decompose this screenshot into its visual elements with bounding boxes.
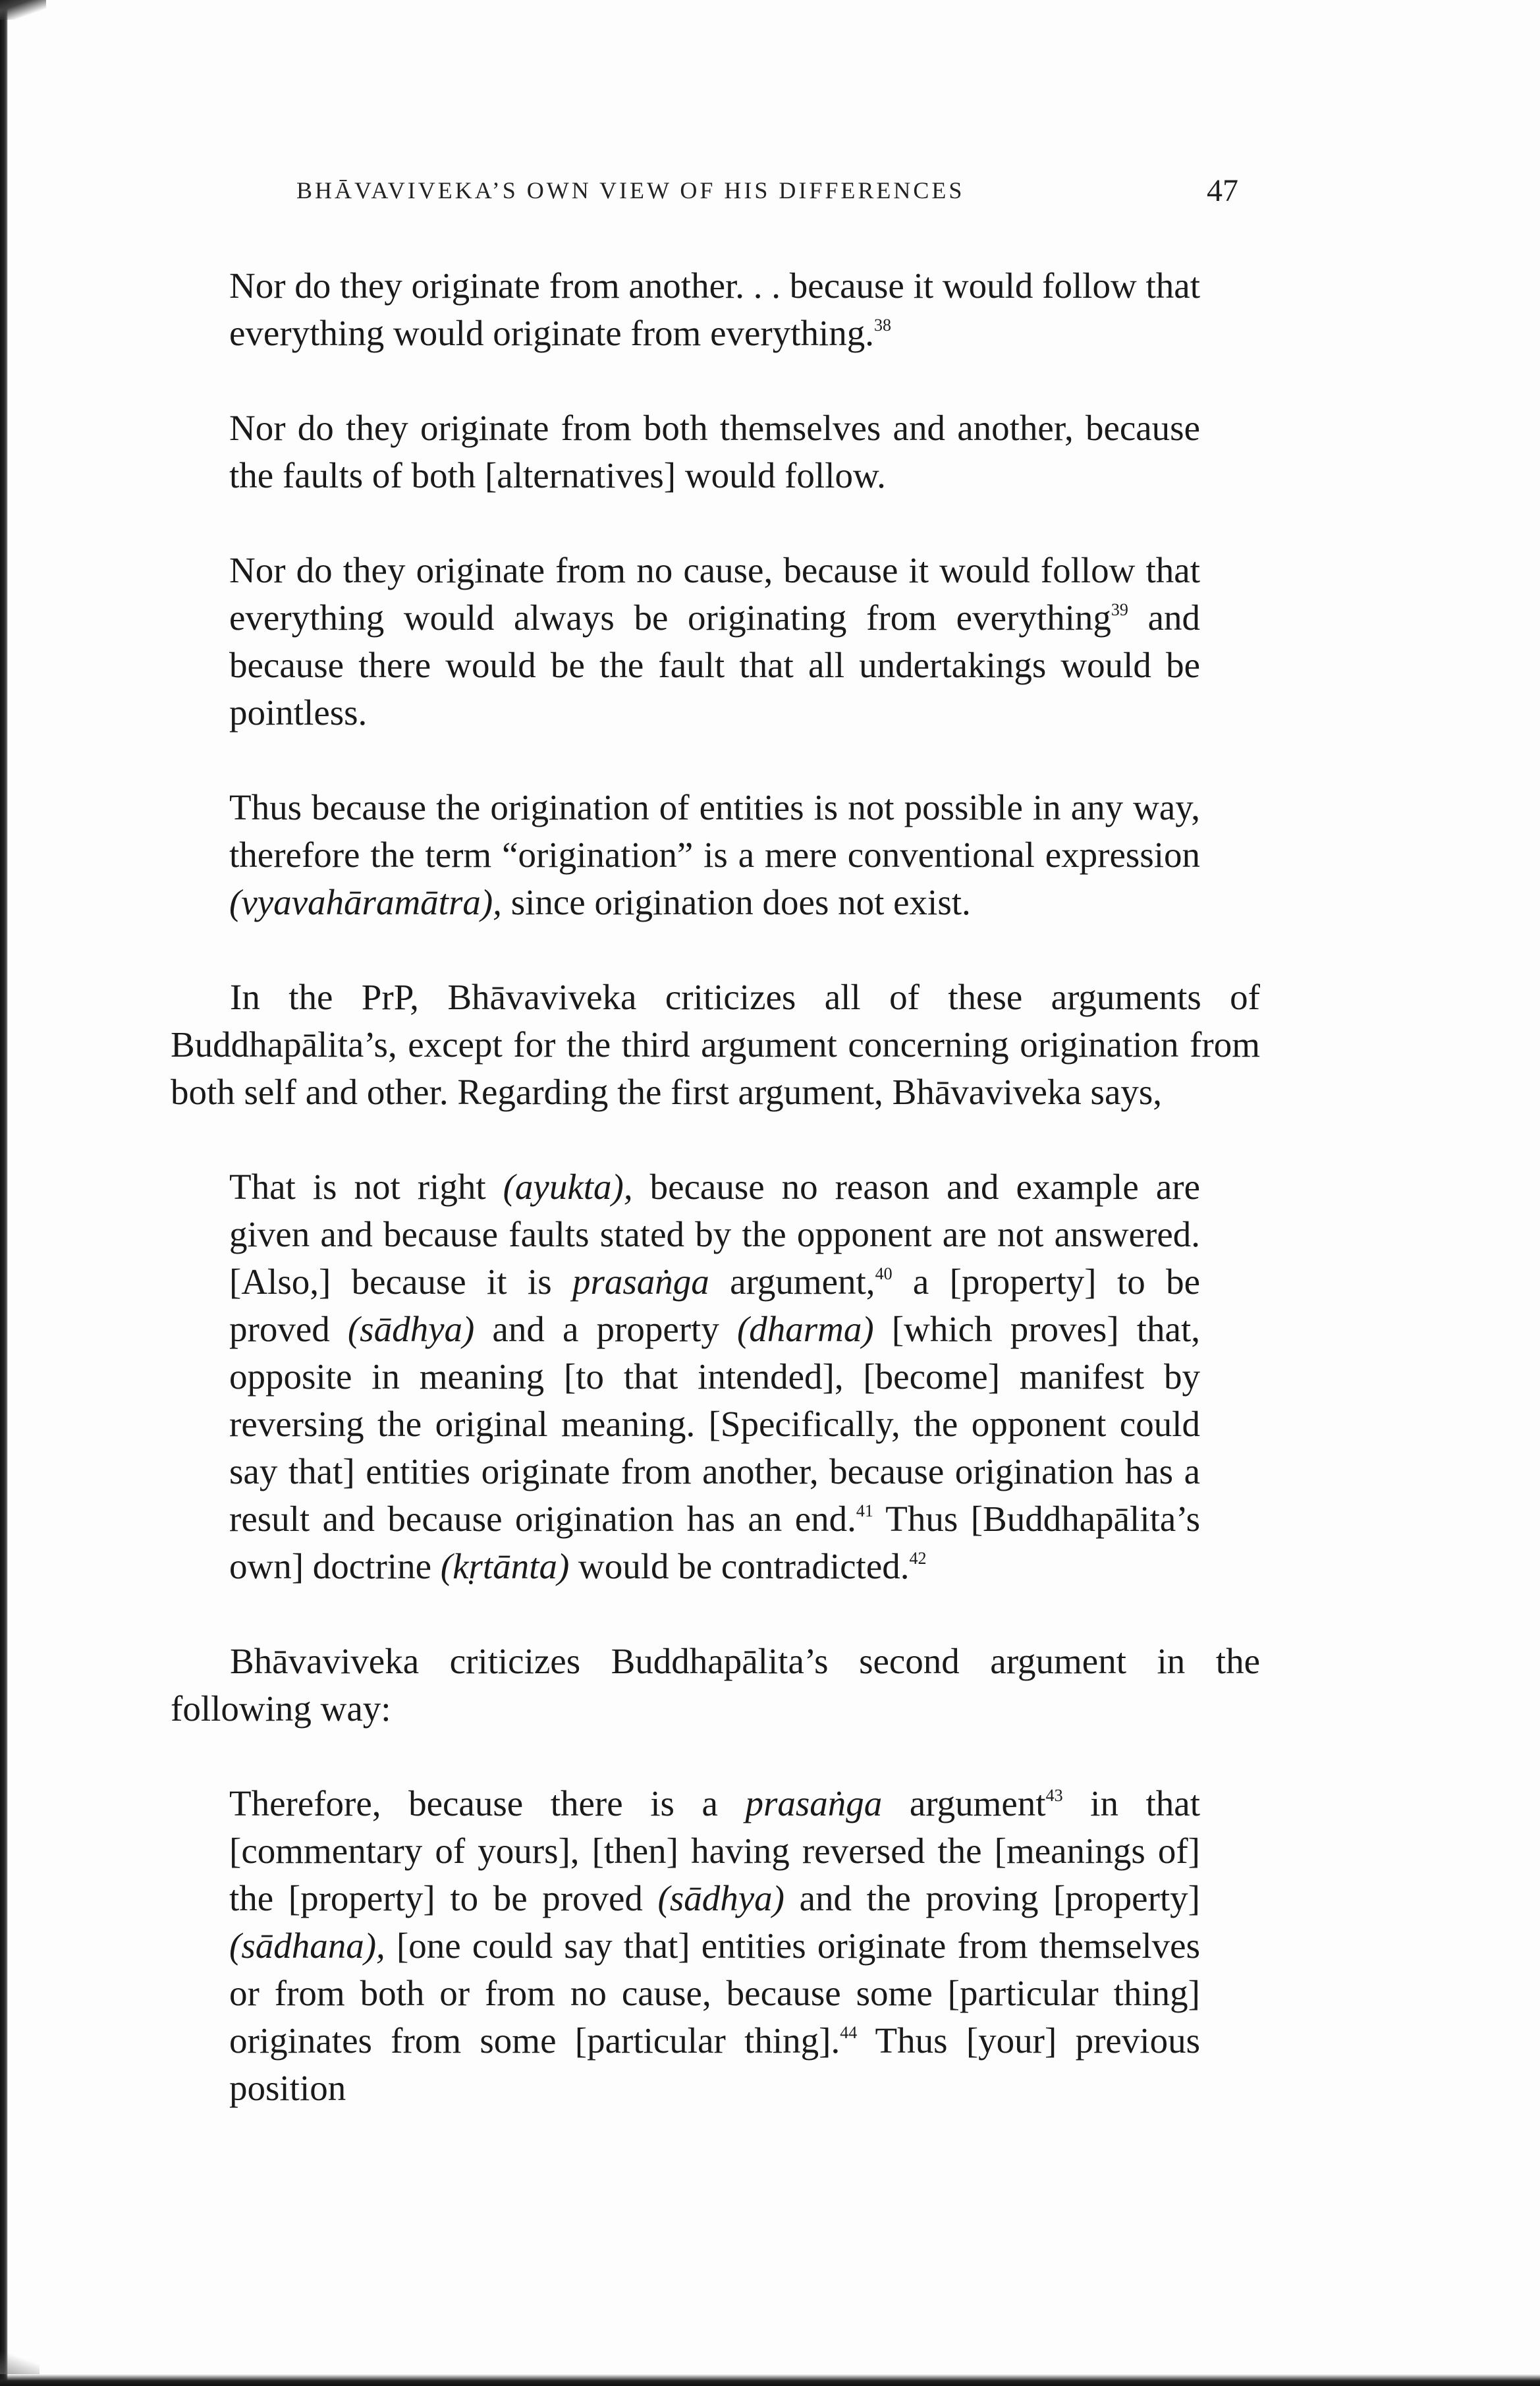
text-run: Bhāvaviveka criticizes Buddhapālita’s second argument in the following way: xyxy=(171,1641,1260,1729)
italic-term: (dharma) xyxy=(736,1309,874,1349)
footnote-marker: 44 xyxy=(840,2023,858,2042)
italic-term: prasaṅga xyxy=(745,1783,883,1823)
text-run: because no reason and example are given and because faults stated by the opponent are not answered. [Also,] because it is xyxy=(229,1167,1200,1302)
quote-second-argument xyxy=(229,1780,1200,2112)
text-run: and a property xyxy=(474,1309,737,1349)
text-run: Thus [your] previous position xyxy=(229,2020,1200,2108)
text-run: That is not right xyxy=(229,1167,503,1207)
text-run: argument, xyxy=(709,1262,875,1302)
text-run: argument xyxy=(882,1783,1046,1823)
quote-conclusion xyxy=(229,784,1200,926)
text-run: Nor do they originate from no cause, because it would follow that everything would always be originating from everything xyxy=(229,550,1200,638)
text-run: since origination does not exist. xyxy=(501,882,971,922)
scan-corner-artifact xyxy=(0,0,46,20)
text-run: Nor do they originate from another. . . because it would follow that everything would originate from everything. xyxy=(229,265,1200,353)
text-run: and because there would be the fault that all undertakings would be pointless. xyxy=(229,597,1200,733)
quote-another xyxy=(229,262,1200,357)
para-second-argument xyxy=(171,1638,1260,1733)
text-run: Thus because the origination of entities is not possible in any way, therefore the term “origination” is a mere conventional expression xyxy=(229,787,1200,875)
scan-bottom-corner-artifact xyxy=(0,2348,40,2374)
text-run: Therefore, because there is a xyxy=(229,1783,746,1823)
italic-term: (sādhana), xyxy=(229,1926,385,1966)
footnote-marker: 41 xyxy=(856,1501,873,1520)
text-run: and the proving [property] xyxy=(784,1878,1200,1918)
footnote-marker: 43 xyxy=(1045,1786,1063,1805)
italic-term: (kṛtānta) xyxy=(440,1546,570,1586)
text-run: [one could say that] entities originate from themselves or from both or from no cause, because some [particular thing] originates from some [particular thing]. xyxy=(229,1926,1200,2061)
scan-left-edge xyxy=(0,0,8,2386)
footnote-marker: 42 xyxy=(909,1549,927,1568)
text-run: In the PrP, Bhāvaviveka criticizes all of these arguments of Buddhapālita’s, except for the third argument concerning origination from both self and other. Regarding the first argument, Bhāvaviveka says, xyxy=(171,977,1260,1112)
text-run: [which proves] that, opposite in meaning [to that intended], [become] manifest by reversing the original meaning. [Specifically, the opponent could say that] entities originate from another, because origination has a result and because origination has an end. xyxy=(229,1309,1200,1539)
text-run: would be contradicted. xyxy=(569,1546,910,1586)
para-prp xyxy=(171,974,1260,1116)
quote-both xyxy=(229,404,1200,499)
footnote-marker: 39 xyxy=(1111,600,1128,619)
italic-term: (ayukta), xyxy=(503,1167,633,1207)
page-number: 47 xyxy=(1207,173,1238,208)
page-header xyxy=(231,173,1238,216)
text-run: Nor do they originate from both themselves and another, because the faults of both [alternatives] would follow. xyxy=(229,408,1200,495)
text-run: in that [commentary of yours], [then] having reversed the [meanings of] the [property] to be proved xyxy=(229,1783,1200,1918)
italic-term: (vyavahāramātra), xyxy=(229,882,502,922)
quote-no-cause xyxy=(229,547,1200,736)
italic-term: (sādhya) xyxy=(657,1878,784,1918)
running-head: BHĀVAVIVEKA’S OWN VIEW OF HIS DIFFERENCES xyxy=(296,177,965,204)
scan-bottom-edge xyxy=(0,2374,1540,2386)
text-run: a [property] to be proved xyxy=(229,1262,1200,1349)
footnote-marker: 38 xyxy=(874,316,892,335)
text-run: Thus [Buddhapālita’s own] doctrine xyxy=(229,1499,1200,1586)
quote-first-argument xyxy=(229,1163,1200,1590)
italic-term: (sādhya) xyxy=(347,1309,475,1349)
footnote-marker: 40 xyxy=(875,1264,893,1283)
italic-term: prasaṅga xyxy=(572,1262,709,1302)
